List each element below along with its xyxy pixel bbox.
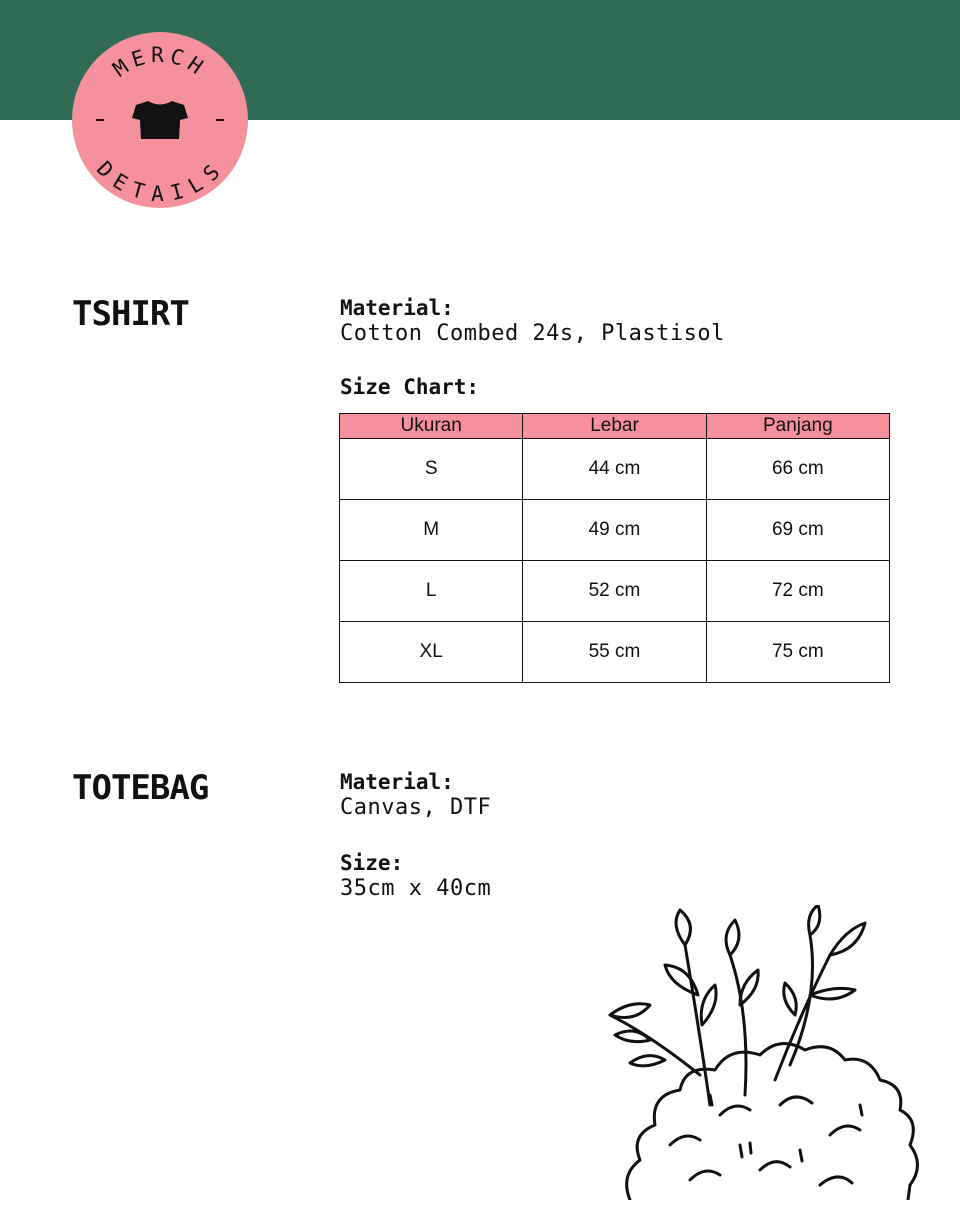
- table-cell: 52 cm: [523, 561, 706, 622]
- totebag-size-label: Size:: [340, 851, 404, 875]
- table-cell: S: [340, 439, 523, 500]
- table-cell: XL: [340, 622, 523, 683]
- table-cell: 66 cm: [706, 439, 889, 500]
- tshirt-material-value: Cotton Combed 24s, Plastisol: [340, 321, 725, 346]
- merch-details-badge: [72, 32, 248, 208]
- svg-text:DETAILS: [92, 157, 228, 206]
- tshirt-icon: [132, 101, 188, 139]
- table-cell: 69 cm: [706, 500, 889, 561]
- totebag-material-label: Material:: [340, 770, 454, 794]
- table-row: [340, 439, 890, 500]
- table-cell: L: [340, 561, 523, 622]
- table-header-row: [340, 414, 890, 439]
- table-cell: 44 cm: [523, 439, 706, 500]
- tshirt-section-title: TSHIRT: [72, 294, 189, 334]
- svg-text:MERCH: [109, 43, 212, 82]
- table-cell: 49 cm: [523, 500, 706, 561]
- badge-bottom-text: DETAILS: [91, 156, 229, 207]
- totebag-size-value: 35cm x 40cm: [340, 876, 492, 901]
- tshirt-material-label: Material:: [340, 296, 454, 320]
- table-row: [340, 500, 890, 561]
- table-cell: 72 cm: [706, 561, 889, 622]
- badge-top-text: MERCH: [108, 43, 212, 82]
- table-row: [340, 561, 890, 622]
- totebag-material-value: Canvas, DTF: [340, 795, 492, 820]
- size-chart-table: [339, 413, 890, 683]
- column-header-panjang: Panjang: [706, 414, 889, 439]
- column-header-lebar: Lebar: [523, 414, 706, 439]
- badge-graphic: [72, 32, 248, 208]
- totebag-section-title: TOTEBAG: [72, 768, 209, 808]
- column-header-ukuran: Ukuran: [340, 414, 523, 439]
- plant-illustration-icon: [590, 905, 930, 1205]
- table-cell: M: [340, 500, 523, 561]
- table-cell: 75 cm: [706, 622, 889, 683]
- size-chart-label: Size Chart:: [340, 375, 480, 399]
- table-row: [340, 622, 890, 683]
- table-cell: 55 cm: [523, 622, 706, 683]
